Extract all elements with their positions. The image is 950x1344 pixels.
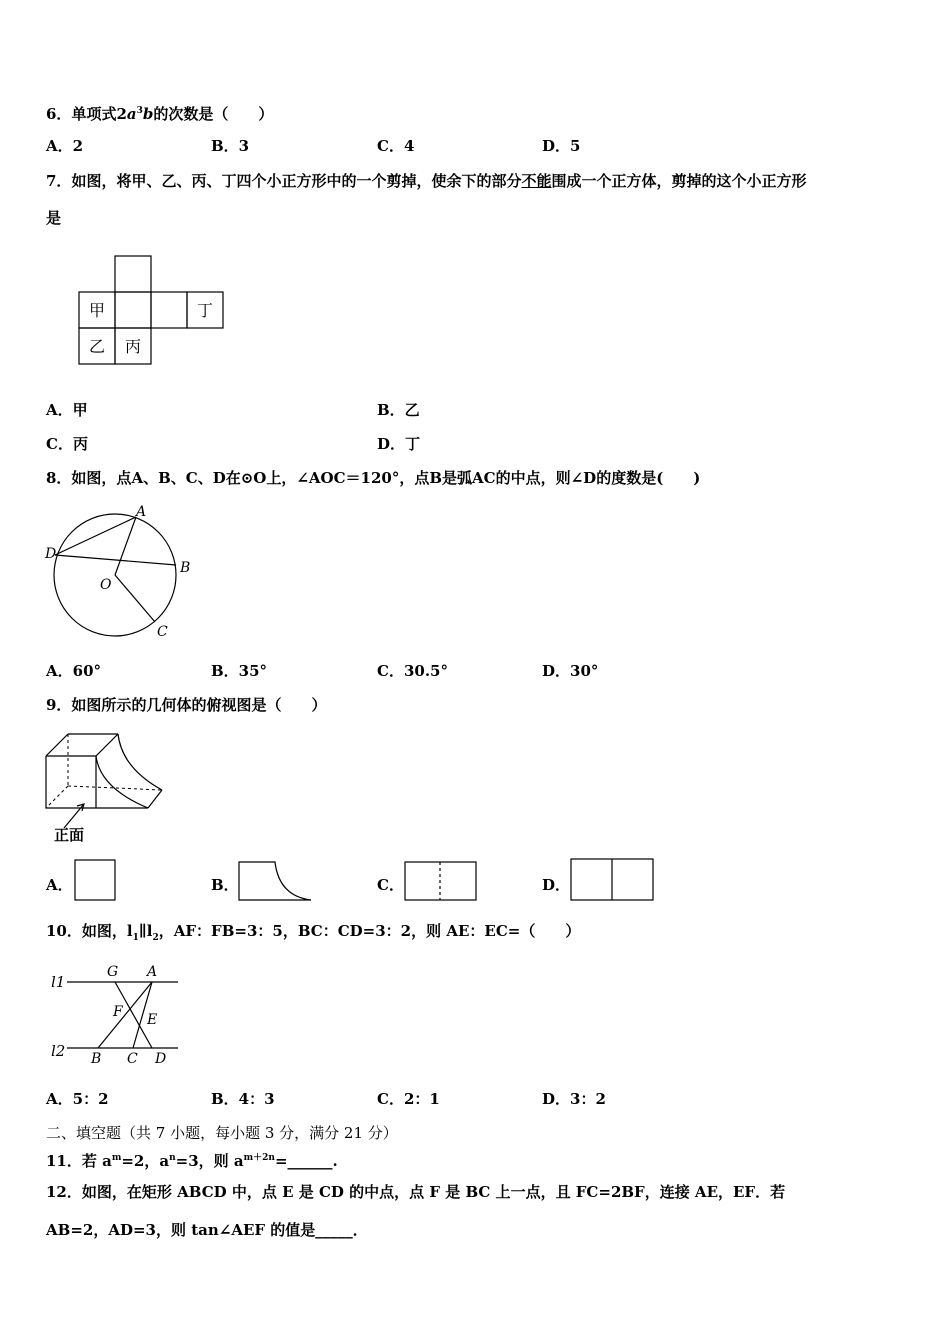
q8-option-d: D．30°	[542, 662, 599, 680]
q10-label-c: C	[127, 1051, 138, 1067]
q7-stem-line2: 是	[46, 209, 62, 227]
q8-label-c: C	[157, 624, 168, 640]
q7-option-c: C．丙	[46, 435, 88, 453]
q9-stem: 9．如图所示的几何体的俯视图是（ ）	[46, 696, 327, 714]
q10-label-d: D	[155, 1051, 167, 1067]
q8-option-b: B．35°	[211, 662, 268, 680]
q10-option-c: C．2：1	[377, 1090, 440, 1108]
q9-option-a-letter: A．	[46, 876, 73, 894]
q9-solid-figure	[40, 728, 170, 848]
q10-option-d: D．3：2	[542, 1090, 606, 1108]
q7-stem-line1: 7．如图，将甲、乙、丙、丁四个小正方形中的一个剪掉，使余下的部分不能围成一个正方体，剪掉的这个小正方形	[46, 172, 807, 190]
q7-option-d: D．丁	[377, 435, 421, 453]
q7-option-a: A．甲	[46, 401, 88, 419]
q8-option-c: C．30.5°	[377, 662, 448, 680]
q10-label-g: G	[107, 964, 119, 980]
q11-stem: 11．若 $a^m=2$，$a^n=3$，则 $a^{m+2n}=\_\_\_\_\_\_$.	[46, 1152, 338, 1170]
q7-label-ding: 丁	[196, 301, 214, 320]
q8-stem: 8．如图，点A、B、C、D在⊙O上，∠AOC＝120°，点B是弧AC的中点，则∠D的度数是( )	[46, 469, 701, 487]
q7-option-b: B．乙	[377, 401, 420, 419]
q10-option-b: B．4：3	[211, 1090, 275, 1108]
q12-stem-line2: AB=2，AD=3，则 tan∠AEF 的值是_____．	[46, 1221, 368, 1239]
q6-option-b: B．3	[211, 137, 250, 155]
q9-option-b-letter: B．	[211, 876, 239, 894]
section-2-heading: 二、填空题（共 7 小题，每小题 3 分，满分 21 分）	[46, 1124, 398, 1142]
q8-label-o: O	[100, 577, 112, 593]
q7-cube-net-figure	[75, 252, 230, 370]
q10-label-l1: l1	[51, 973, 66, 991]
q12-stem-line1: 12．如图，在矩形 ABCD 中，点 E 是 CD 的中点，点 F 是 BC 上一点，且 FC=2BF，连接 AE，EF．若	[46, 1183, 786, 1201]
q10-label-f: F	[113, 1004, 123, 1020]
q8-circle-figure	[40, 500, 200, 645]
q9-option-d-letter: D．	[542, 876, 571, 894]
q8-label-b: B	[180, 560, 191, 576]
q6-option-d: D．5	[542, 137, 581, 155]
q10-parallel-lines-figure	[45, 958, 185, 1070]
q6-stem: 6．单项式$2a^3b$的次数是（ ）	[46, 105, 274, 123]
q10-label-b: B	[91, 1051, 102, 1067]
q7-label-jia: 甲	[88, 301, 106, 320]
q7-label-bing: 丙	[124, 337, 142, 356]
q7-label-yi: 乙	[88, 337, 106, 356]
q9-option-c-figure	[403, 860, 479, 903]
q10-label-l2: l2	[51, 1042, 66, 1060]
q9-option-b-figure	[235, 858, 315, 903]
q6-option-a: A．2	[46, 137, 84, 155]
q10-stem: 10．如图，$l_1\parallel l_2$，AF：FB=3：5，BC：CD=3：2，则 AE：EC=（ ）	[46, 922, 581, 943]
q9-option-d-figure	[569, 857, 656, 903]
q8-label-d: D	[45, 546, 57, 562]
q10-option-a: A．5：2	[46, 1090, 109, 1108]
q9-front-label: 正面	[54, 826, 85, 844]
q10-label-a: A	[147, 964, 158, 980]
q8-label-a: A	[136, 504, 147, 520]
q8-option-a: A．60°	[46, 662, 102, 680]
q9-option-a-figure	[73, 858, 119, 903]
q9-option-c-letter: C．	[377, 876, 404, 894]
q6-option-c: C．4	[377, 137, 415, 155]
q10-label-e: E	[147, 1012, 158, 1028]
